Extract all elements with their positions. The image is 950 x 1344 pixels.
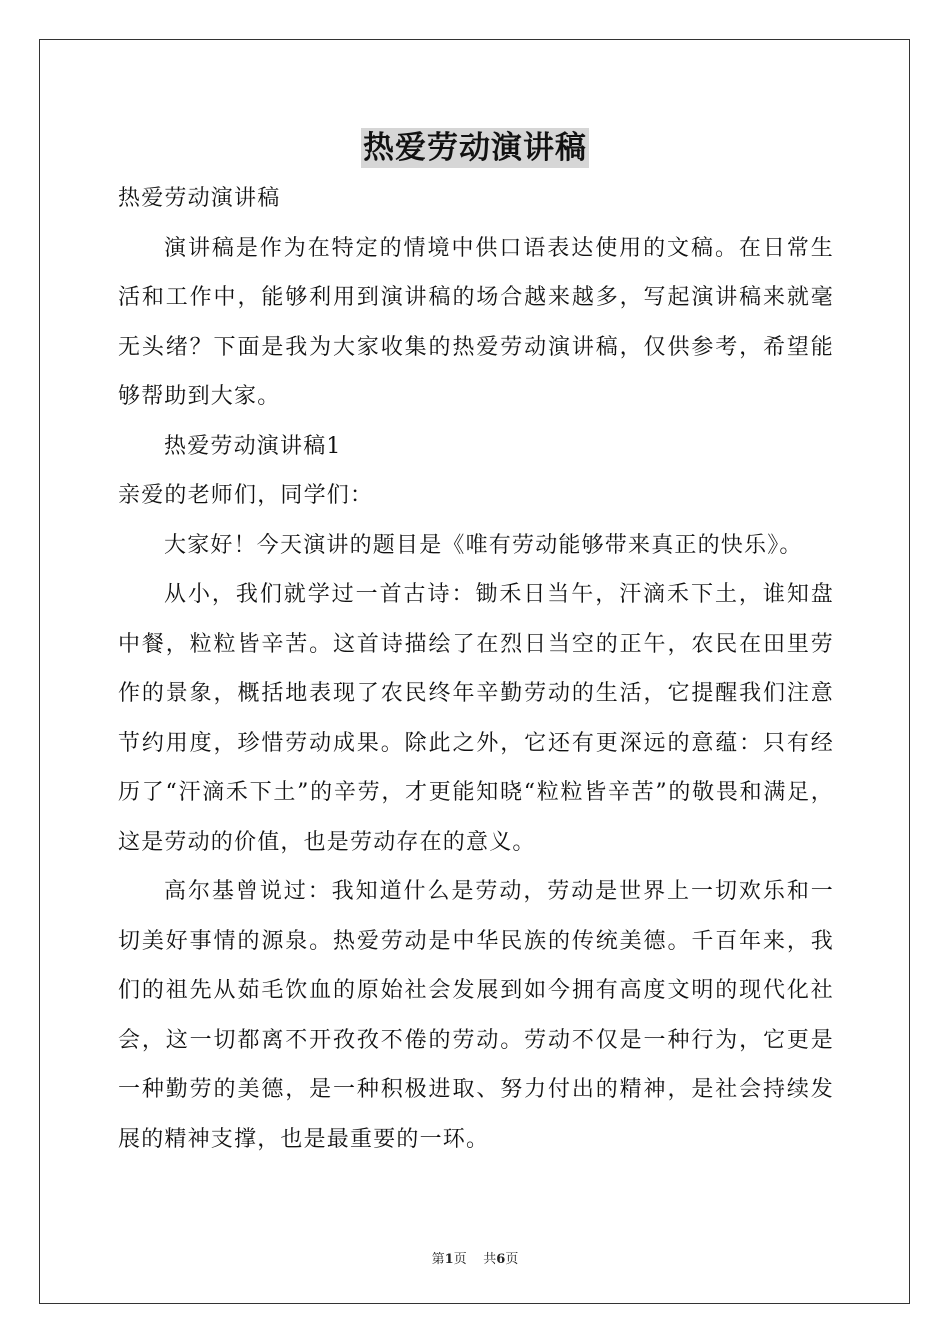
page-number: 1 [444, 1252, 454, 1267]
total-suffix: 页 [505, 1252, 519, 1267]
salutation: 亲爱的老师们，同学们： [118, 483, 374, 508]
document-title: 热爱劳动演讲稿 [363, 130, 587, 166]
document-body [118, 174, 834, 1164]
total-prefix: 共 [483, 1252, 497, 1267]
paragraph: 从小，我们就学过一首古诗：锄禾日当午，汗滴禾下土，谁知盘中餐，粒粒皆辛苦。这首诗描绘了在烈日当空的正午，农民在田里劳作的景象，概括地表现了农民终年辛勤劳动的生活，它提醒我们注意节约用度，珍惜劳动成果。除此之外，它还有更深远的意蕴：只有经历了“汗滴禾下土”的辛劳，才更能知晓“粒粒皆辛苦”的敬畏和满足，这是劳动的价值，也是劳动存在的意义。 [118, 582, 834, 855]
paragraph: 演讲稿是作为在特定的情境中供口语表达使用的文稿。在日常生活和工作中，能够利用到演讲稿的场合越来越多，写起演讲稿来就毫无头绪？下面是我为大家收集的热爱劳动演讲稿，仅供参考，希望能够帮助到大家。 [118, 235, 834, 409]
page-suffix: 页 [453, 1252, 467, 1267]
paragraph: 热爱劳动演讲稿 [118, 186, 281, 211]
paragraph: 高尔基曾说过：我知道什么是劳动，劳动是世界上一切欢乐和一切美好事情的源泉。热爱劳动是中华民族的传统美德。千百年来，我们的祖先从茹毛饮血的原始社会发展到如今拥有高度文明的现代化社会，这一切都离不开孜孜不倦的劳动。劳动不仅是一种行为，它更是一种勤劳的美德，是一种积极进取、努力付出的精神，是社会持续发展的精神支撑，也是最重要的一环。 [118, 879, 834, 1152]
title-container [0, 128, 950, 168]
page-prefix: 第 [431, 1252, 445, 1267]
total-pages: 6 [496, 1252, 506, 1267]
page-footer [0, 1248, 950, 1267]
paragraph: 大家好！今天演讲的题目是《唯有劳动能够带来真正的快乐》。 [164, 532, 803, 558]
section-heading: 热爱劳动演讲稿1 [164, 433, 342, 459]
